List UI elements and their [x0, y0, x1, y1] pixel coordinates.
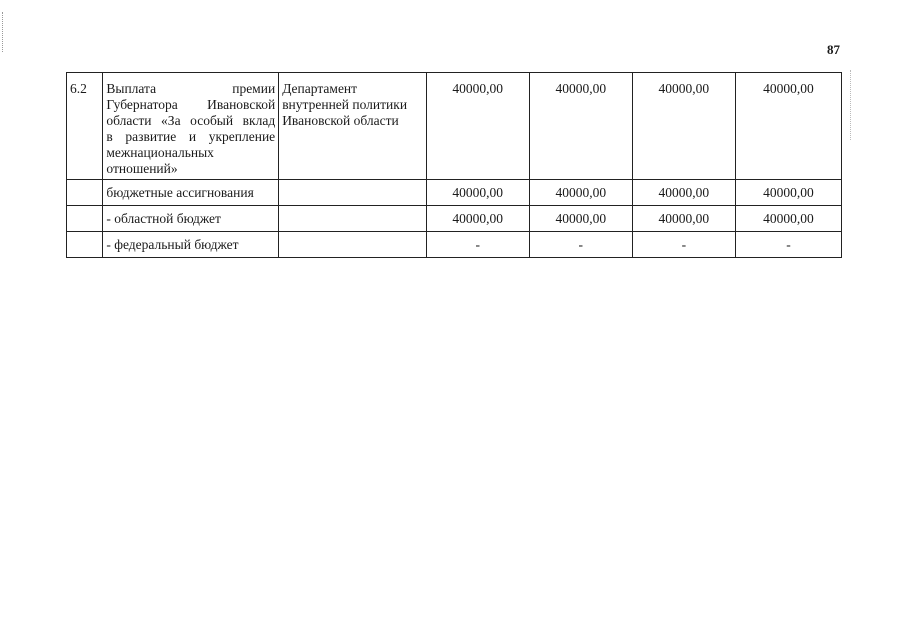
- scan-artifact-left: [2, 12, 17, 52]
- measure-name-line: межнациональных: [106, 145, 214, 160]
- value-cell: 40000,00: [426, 73, 529, 180]
- row-number: [67, 180, 103, 206]
- value-cell: 40000,00: [735, 73, 841, 180]
- value-cell: -: [632, 232, 735, 258]
- table-row: [67, 180, 842, 206]
- row-label: - федеральный бюджет: [103, 232, 279, 258]
- value-cell: -: [735, 232, 841, 258]
- value-cell: 40000,00: [426, 180, 529, 206]
- department-cell: [279, 232, 427, 258]
- value-cell: 40000,00: [632, 73, 735, 180]
- department-cell: [279, 180, 427, 206]
- measure-name-line: Выплата премии: [106, 81, 276, 96]
- value-cell: 40000,00: [529, 73, 632, 180]
- budget-table: [66, 72, 842, 258]
- row-label: бюджетные ассигнования: [103, 180, 279, 206]
- table-row: [67, 232, 842, 258]
- row-number: [67, 232, 103, 258]
- value-cell: 40000,00: [632, 206, 735, 232]
- scan-artifact-right: [850, 70, 851, 140]
- value-cell: -: [529, 232, 632, 258]
- page-number: 87: [827, 42, 840, 57]
- table-row: [67, 206, 842, 232]
- value-cell: 40000,00: [529, 180, 632, 206]
- measure-name-line: области «За особый вклад: [106, 113, 276, 128]
- value-cell: 40000,00: [426, 206, 529, 232]
- department-cell: Департамент внутренней политики Ивановской области: [279, 73, 427, 180]
- value-cell: 40000,00: [735, 206, 841, 232]
- row-number: [67, 206, 103, 232]
- value-cell: 40000,00: [632, 180, 735, 206]
- table-row: [67, 73, 842, 180]
- value-cell: 40000,00: [735, 180, 841, 206]
- value-cell: 40000,00: [529, 206, 632, 232]
- row-label: - областной бюджет: [103, 206, 279, 232]
- measure-name-line: Губернатора Ивановской: [106, 97, 276, 112]
- value-cell: -: [426, 232, 529, 258]
- row-number: 6.2: [67, 73, 103, 180]
- department-cell: [279, 206, 427, 232]
- measure-name-line: отношений»: [106, 161, 178, 176]
- measure-name-line: в развитие и укрепление: [106, 129, 276, 144]
- measure-name: [103, 73, 279, 180]
